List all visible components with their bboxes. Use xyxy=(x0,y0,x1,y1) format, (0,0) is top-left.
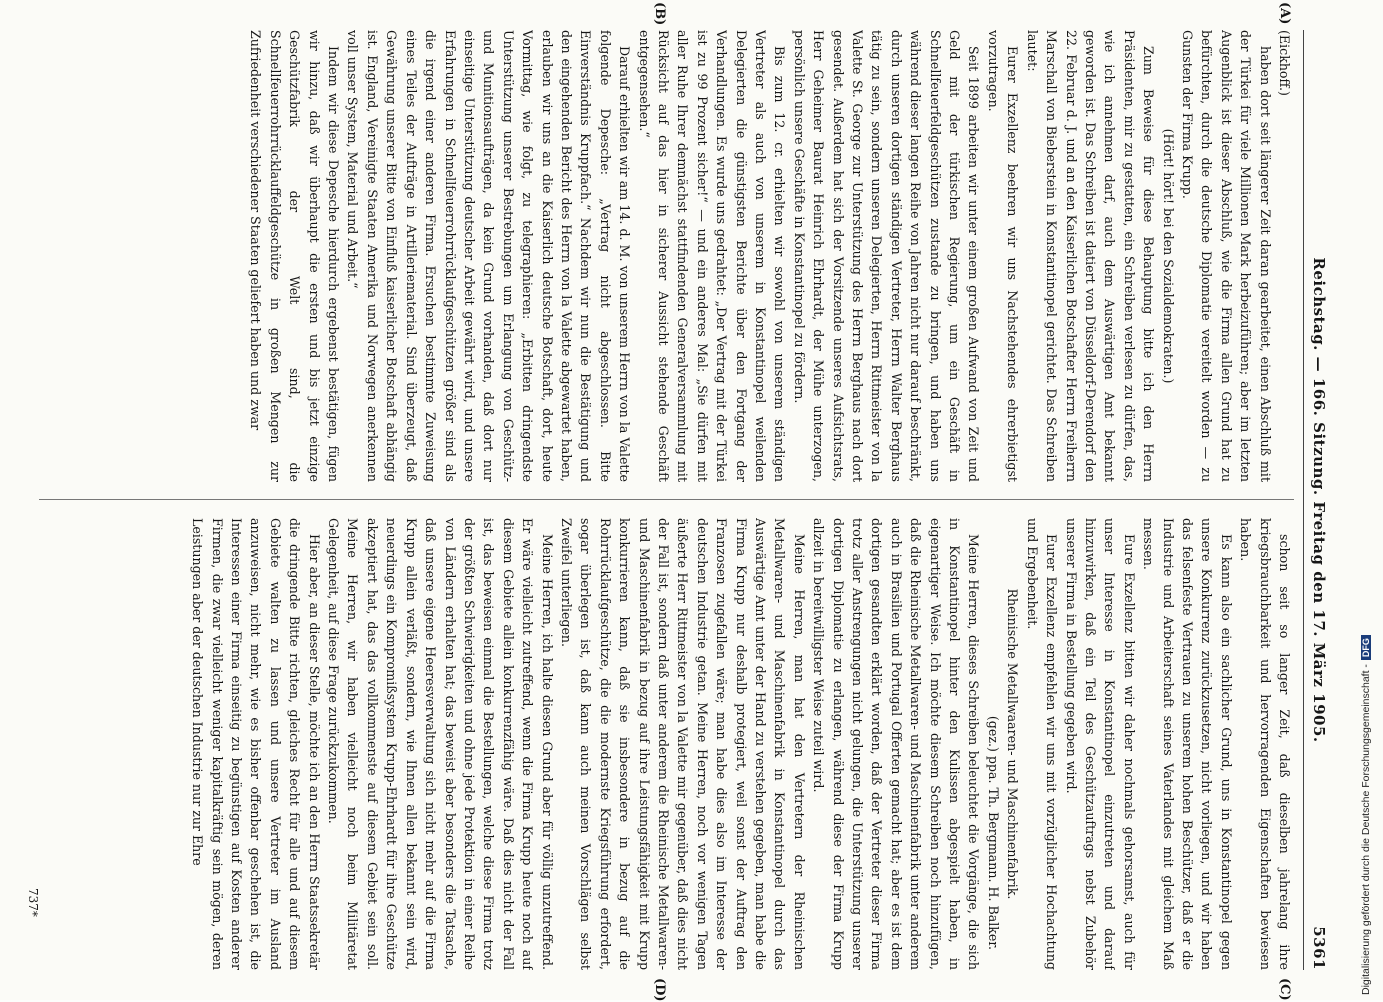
margin-marker-a: (A) xyxy=(1277,2,1292,25)
paragraph: Eurer Exzellenz beehren wir uns Nachstehendes ehrerbietigst vorzutragen. xyxy=(985,30,1021,482)
margin-marker-b: (B) xyxy=(652,2,667,26)
paragraph: Zum Beweise für diese Behauptung bitte ich den Herrn Präsidenten, mir zu gestatten, ein Schreiben verlesen zu dürfen, das, wie ich annehmen darf, auch dem Auswärtigen Amt bekannt geworden ist. Das Schreiben ist datiert von Düsseldorf-Derendorf den 22. Februar d. J. und an den Kaiserlichen Botschafter Herrn Freiherrn Marschall von Bieberstein in Konstantinopel gerichtet. Das Schreiben lautet: xyxy=(1024,30,1157,482)
dfg-logo: DFG xyxy=(1361,635,1371,660)
paragraph: Bis zum 12. cr. erhielten wir sowohl von unserem ständigen Vertreter als auch von unserem in Konstantinopel weilenden Delegierten die günstigsten Berichte über den Fortgang der Verhandlungen. Es wurde uns gedrahtet: „Der Vertrag mit der Türkei ist zu 99 Prozent sicher!“ — und ein anderes Mal: „Sie dürfen mit aller Ruhe Ihrer demnächst stattfindenden Generalversammlung mit Rücksicht auf das hier in sicherer Aussicht stehende Geschäft entgegensehen.“ xyxy=(636,30,788,482)
dfg-sidebar xyxy=(1358,600,1378,995)
paragraph: schon seit so langer Zeit, daß dieselben jahrelang ihre kriegsbrauchbarkeit und hervorragenden Eigenschaften bewiesen haben. xyxy=(1238,518,1292,970)
paragraph: Darauf erhielten wir am 14. d. M. von unserem Herrn von la Valette folgende Depesche: „Vertrag nicht abgeschlossen. Bitte Einverständnis Kruppfach.“ Nachdem wir nun die Bestätigung und den eingehenden Bericht des Herrn von la Valette abgewartet haben, erlauben wir uns an die Kaiserlich deutsche Botschaft, dort, heute Vormittag, wie folgt, zu telegraphieren: „Erbitten dringendste Unterstützung unserer Bestrebungen um Erlangung von Geschütz- und Munitionsaufträgen, da kein Grund vorhanden, daß dort nur einseitige Unterstützung deutscher Arbeit gewährt wird, und unsere Erfahrungen in Schnellfeuerrohrrücklaufgeschützen größer sind als die irgend einer anderen Firma. Ersuchen bestimmte Zuweisung eines Teiles der Aufträge in Artilleriematerial. Sind überzeugt, daß Gewährung unserer Bitte von Einfluß kaiserlicher Botschaft abhängig ist. England, Vereinigte Staaten Amerika und Norwegen anerkennen voll unser System, Material und Arbeit.“ xyxy=(345,30,633,482)
paragraph: Eure Exzellenz bitten wir daher nochmals gehorsamst, auch für unser Interesse in Konstantinopel einzutreten und darauf hinzuwirken, daß ein Teil des Geschützauftrags nebst Zubehör unserer Firma in Bestellung gegeben wird. xyxy=(1063,518,1137,970)
signature: (gez.) ppa. Th. Bergmann. H. Balker. xyxy=(985,715,1001,950)
dfg-credit-text: Digitalisierung gefördert durch die Deutsche Forschungsgemeinschaft - xyxy=(1360,664,1372,995)
paragraph: Meine Herren, dieses Schreiben beleuchtet die Vorgänge, die sich in Konstantinopel hinter den Kulissen abgespielt haben, in eigenartiger Weise. Ich möchte diesem Schreiben noch hinzufügen, daß die Rheinische Metallwaren- und Maschinenfabrik unter anderem auch in Brasilien und Portugal Offerten gemacht hat; aber es ist dem dortigen gesandten erklärt worden, daß der Vertreter dieser Firma trotz aller Anstrengungen nicht gelungen, die Unterstützung unserer dortigen Diplomatie zu erlangen, während diese der Firma Krupp allzeit in bereitwilligster Weise zuteil wird. xyxy=(811,518,982,970)
closing-firm: Rheinische Metallwaaren- und Maschinenfabrik. xyxy=(1005,588,1021,900)
signature-number: 737* xyxy=(26,888,40,917)
paragraph: Meine Herren, ich halte diesen Grund aber für völlig unzutreffend. Er wäre vielleicht zutreffend, wenn die Firma Krupp heute noch auf diesem Gebiete allein konkurrenzfähig wäre. Daß dies nicht der Fall ist, das beweisen einmal die Bestellungen, welche diese Firma trotz der größten Schwierigkeiten und ohne jede Protektion in einer Reihe von Ländern erhalten hat; das beweist aber besonders die Tatsache, daß unsere eigene Heeresverwaltung sich nicht mehr auf die Firma Krupp allein verläßt, sondern, wie Ihnen allen bekannt sein wird, neuerdings ein Kompromißsystem Krupp-Ehrhardt für ihre Geschütze akzeptiert hat, das das vollkommenste auf diesem Gebiet sein soll. Meine Herren, wir haben vielleicht noch beim Militäretat Gelegenheit, auf diese Frage zurückzukommen. xyxy=(326,518,555,970)
paragraph: Indem wir diese Depesche hierdurch ergebenst bestätigen, fügen wir hinzu, daß wir überhaupt die ersten und bis jetzt einzige Geschützfabrik der Welt sind, die Schnellfeuerrohrrücklauffeldgeschütze in großen Mengen zur Zufriedenheit verschiedener Staaten geliefert haben und zwar xyxy=(248,30,342,482)
rotated-page-content xyxy=(22,2,1332,1002)
paragraph: Eurer Exzellenz empfehlen wir uns mit vorzüglicher Hochachtung und Ergebenheit. xyxy=(1024,518,1060,970)
interjection: (Hört! hört! bei den Sozialdemokraten.) xyxy=(1160,128,1176,384)
paragraph: Es kann also ein sachlicher Grund, uns in Konstantinopel gegen unsere Konkurrenz zurückzusetzen, nicht vorliegen, und wir haben das felsenfeste Vertrauen zu unserem hohen Beschützer, daß er die Industrie und Arbeiterschaft seines Vaterlandes mit gleichem Maß messen. xyxy=(1141,518,1234,970)
header-rule xyxy=(1303,30,1304,970)
left-column xyxy=(39,30,1294,482)
paragraph: Hier aber, an dieser Stelle, möchte ich an den Herrn Staatssekretär die dringende Bitte richten, gleiches Recht für alle und auf diesem Gebiete walten zu lassen und unsere Vertreter im Ausland anzuweisen, nicht mehr, wie es bisher offenbar geschehen ist, die Interessen einer Firma einseitig zu begünstigen auf Kosten anderer Firmen, die zwar vielleicht weniger kapitalkräftig sein mögen, deren Leistungen aber der deutschen Industrie nur zur Ehre xyxy=(190,518,322,970)
page-number: 5361 xyxy=(1310,926,1328,970)
page-header xyxy=(1302,30,1332,970)
right-column xyxy=(39,518,1294,970)
margin-marker-c: (C) xyxy=(1277,978,1292,1001)
header-title: Reichstag. — 166. Sitzung. Freitag den 17. März 1905. xyxy=(1310,257,1328,743)
dfg-credit xyxy=(1360,635,1372,995)
paragraph: Seit 1899 arbeiten wir unter einem großen Aufwand von Zeit und Geld mit der türkischen Regierung, um ein Geschäft in Schnellfeuerfeldgeschützen zustande zu bringen, und haben uns während dieser langen Reihe von Jahren nicht nur darauf beschränkt, durch unseren dortigen ständigen Vertreter, Herrn Walter Berghaus tätig zu sein, sondern unseren Delegierten, Herrn Rittmeister von la Valette St. George zur Unterstützung des Herrn Berghaus nach dort gesendet. Außerdem hat sich der Vorsitzende unseres Aufsichtsrats, Herr Geheimer Baurat Heinrich Ehrhardt, der Mühe unterzogen, persönlich unsere Geschäfte in Konstantinopel zu fördern. xyxy=(791,30,982,482)
column-divider xyxy=(39,499,1294,500)
paragraph: Meine Herren, man hat den Vertretern der Rheinischen Metallwaren- und Maschinenfabrik in Konstantinopel durch das Auswärtige Amt unter der Hand zu verstehen gegeben, man habe die Firma Krupp nur deshalb protegiert, weil sonst der Auftrag den Franzosen zugefallen wäre; man habe dies also im Interesse der deutschen Industrie getan. Meine Herren, noch vor wenigen Tagen äußerte Herr Rittmeister von la Valette mir gegenüber, daß dies nicht der Fall ist, sondern daß unter anderem die Rheinische Metallwaren- und Maschinenfabrik in bezug auf ihre Leistungsfähigkeit mit Krupp konkurrieren kann, daß sie insbesondere in bezug auf die Rohrrücklaufgeschütze, die die modernste Kriegsführung erfordert, sogar überlegen ist, daß kann auch meinen Vorschlägen selbst Zweifel unterliegen. xyxy=(558,518,807,970)
speaker-name: (Eickhoff.) xyxy=(1277,30,1292,96)
margin-marker-d: (D) xyxy=(652,978,667,1002)
paragraph: haben dort seit längerer Zeit daran gearbeitet, einen Abschluß mit der Türkei für viele Millionen Mark herbeizuführen; aber im letzten Augenblick ist dieser Abschluß, wie die Firma allen Grund hat zu befürchten, durch die deutsche Diplomatie vereitelt worden — zu Gunsten der Firma Krupp. xyxy=(1179,30,1273,482)
